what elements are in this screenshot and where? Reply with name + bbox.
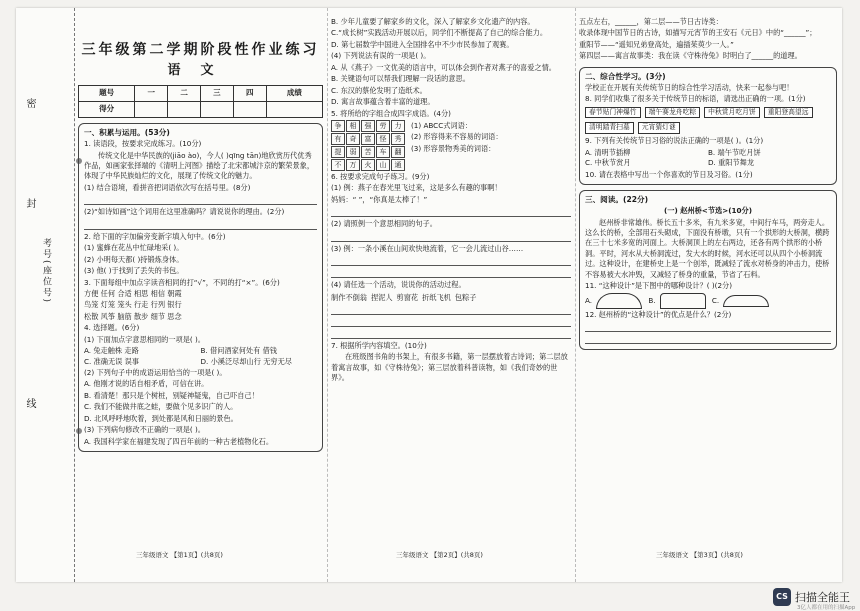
slogan-card[interactable]: 清明踏青扫墓 (585, 122, 634, 134)
answer-line[interactable] (585, 334, 831, 344)
question-11-options (585, 293, 831, 309)
option[interactable]: C. (711, 295, 720, 305)
grid-cell: 山 (376, 159, 390, 171)
question-6-3: (3) 例：一条小溪在山间欢快地流着，它一会儿流过山谷…… (331, 243, 524, 253)
page-1 (78, 16, 323, 452)
reading-title: (一) 赵州桥<节选>(10分) (663, 206, 752, 216)
question-2: 2. 给下面的字加偏旁变新字填入句中。(6分) (84, 231, 226, 241)
slogan-card[interactable]: 春节贴门神爆竹 (585, 107, 641, 119)
question-4-options (84, 346, 317, 367)
character-grid (331, 120, 405, 171)
margin-label-1: 密 (24, 98, 35, 110)
page-footer: 三年级语文 【第3页】(共8页) (656, 551, 743, 559)
slogan-list (585, 107, 831, 135)
answer-line[interactable] (84, 220, 317, 230)
option[interactable]: A. 从《燕子》一文优美的语言中，可以体会到作者对燕子的喜爱之情。 (331, 62, 556, 72)
option[interactable]: A. 清明节插柳 (585, 147, 631, 157)
grid-cell: 苦 (361, 146, 375, 158)
option[interactable]: C. 我们不能做井底之蛙，要做个见多识广的人。 (84, 402, 238, 412)
question-3-row: 方便 任何 合适 相思 相信 朝霞 (84, 288, 182, 298)
question-5-item: (1) ABCC式词语： (411, 120, 472, 130)
slogan-card[interactable]: 端午赛龙舟吃粽 (645, 107, 701, 119)
question-9: 9. 下列有关传统节日习俗的说法正确的一项是( )。(1分) (585, 136, 764, 146)
grid-cell: 翻 (391, 146, 405, 158)
question-2-item: (2) 小明每天都( )持锻炼身体。 (84, 254, 184, 264)
score-cell[interactable] (233, 102, 266, 118)
slogan-card[interactable]: 重阳登高望远 (764, 107, 813, 119)
page-footer: 三年级语文 【第2页】(共8页) (396, 551, 483, 559)
option[interactable]: B. (648, 295, 656, 305)
section-intro: 学校正在开展有关传统节日的综合性学习活动，快来一起参与吧！ (585, 82, 794, 92)
camscanner-logo-icon: CS (773, 588, 791, 606)
option[interactable]: B. 借问酒家何处有 借钱 (200, 346, 277, 356)
question-4: 4. 选择题。(6分) (84, 323, 140, 333)
question-2-item: (1) 蜜蜂在花丛中忙碌地采( )。 (84, 243, 184, 253)
option[interactable]: A. 兔走触株 走路 (84, 346, 139, 356)
score-cell[interactable] (168, 102, 201, 118)
question-10: 10. 请在表格中写出一个你喜欢的节日及习俗。(1分) (585, 169, 753, 179)
question-9-options (585, 148, 831, 169)
margin-label-2: 封 (24, 198, 35, 210)
page-divider (327, 8, 328, 582)
grid-cell: 万 (346, 159, 360, 171)
activity-choice[interactable]: 剪窗花 (396, 292, 419, 302)
grid-cell: 争 (331, 120, 345, 132)
fill-line[interactable]: 第四层——寓言故事类：我在读《守株待兔》时明白了______的道理。 (579, 51, 802, 61)
score-cell[interactable] (200, 102, 233, 118)
answer-line[interactable] (331, 256, 571, 266)
grid-cell: 通 (391, 159, 405, 171)
answer-line[interactable] (84, 195, 317, 205)
question-4-4: (4) 下列说法有误的一项是( )。 (331, 51, 431, 61)
question-6: 6. 按要求完成句子练习。(9分) (331, 171, 430, 181)
grid-cell: 力 (391, 120, 405, 132)
option[interactable]: D. 第七届数学中国进入全国排名中不少市民参加了观赛。 (331, 39, 514, 49)
margin-side-label: 考号(座位号) (41, 238, 51, 305)
page-3 (579, 16, 837, 350)
option[interactable]: A. 他刚才说的话自相矛盾，可信在讲。 (84, 379, 209, 389)
option[interactable]: B. 少年儿童要了解家乡的文化，深入了解家乡文化遗产的内容。 (331, 17, 535, 26)
fill-line[interactable]: 重阳节——“遥知兄弟登高处，遍插茱萸少一人。” (579, 39, 734, 49)
activity-choice[interactable]: 包粽子 (454, 292, 477, 302)
question-1-1: (1) 结合语境，看拼音把词语依次写在括号里。(8分) (84, 182, 251, 192)
question-12: 12. 赵州桥的“这种设计”的优点是什么？(2分) (585, 309, 732, 319)
score-cell[interactable] (135, 102, 168, 118)
passage: 传统文化是中华民族的(jiāo ào)，今人( )qīng tān)地欣赏历代优秀作品，如画家张择端的《清明上河图》描绘了北宋都城汴京的繁荣景象，体现了中华民族灿烂的文化，展现了传统文化的魅力。 (84, 150, 315, 181)
reading-text: 赵州桥非常雄伟。桥长五十多米，有九米多宽，中间行车马，两旁走人。这么长的桥，全部用石头砌成，下面没有桥墩，只有一个拱形的大桥洞，横跨在三十七米多宽的河面上。大桥洞顶上的左右两边，还各有两个拱形的小桥洞。平时，河水从大桥洞流过，发大水的时候，河水还可以从四个小桥洞流过。这种设计，在建桥史上是一个创举，既减轻了流水对桥身的冲击力，使桥不容易被大水冲毁，又减轻了桥身的重量，节省了石料。 (585, 217, 830, 279)
answer-line[interactable] (331, 232, 571, 242)
grid-cell: 有 (331, 133, 345, 145)
scanner-watermark (773, 588, 856, 611)
grid-cell: 富 (361, 133, 375, 145)
option[interactable]: A. (585, 295, 593, 305)
scanner-subtitle: 3亿人都在用的扫描App (797, 605, 856, 611)
answer-line[interactable] (585, 322, 831, 332)
page-footer: 三年级语文 【第1页】(共8页) (136, 551, 223, 559)
question-6-1-hint: 妈妈：“ ”，“你真是太棒了！” (331, 194, 428, 204)
section-1-box (78, 123, 323, 452)
score-header-cell: 四 (233, 86, 266, 102)
question-3-row: 鸟笼 灯笼 笼头 行走 行列 银行 (84, 300, 182, 310)
fill-line[interactable]: 五点左右，______，第二层——节日古诗类： (579, 17, 723, 26)
answer-line[interactable] (331, 207, 571, 217)
scanner-name: 扫描全能王 (795, 591, 850, 604)
activity-choices (331, 293, 571, 303)
page-2 (331, 16, 571, 385)
section-3-box (579, 190, 837, 350)
option[interactable]: B. 端午节吃月饼 (708, 147, 761, 157)
score-header-cell: 一 (135, 86, 168, 102)
fill-line[interactable]: 收录体现中国节日的古诗，如描写元宵节的王安石《元日》中的“______”； (579, 28, 817, 38)
score-header-cell: 三 (200, 86, 233, 102)
option[interactable]: B. 看清楚！那只是个树桩，别疑神疑鬼，自己吓自己！ (84, 390, 259, 400)
grid-cell: 劳 (376, 120, 390, 132)
grid-cell: 强 (361, 120, 375, 132)
grid-cell: 奇 (346, 133, 360, 145)
question-5-item: (3) 形容景物秀美的词语： (411, 143, 496, 153)
bridge-c-icon (723, 295, 769, 307)
question-3-row: 松散 风筝 脑筋 散步 细节 思念 (84, 311, 182, 321)
grid-cell: 秀 (391, 133, 405, 145)
binding-margin (16, 8, 75, 582)
exam-subject: 语文 (167, 63, 234, 79)
grid-cell: 提 (331, 146, 345, 158)
option[interactable]: D. 北风呼呼地吹着，到处都是风和日丽的景色。 (84, 413, 238, 423)
grid-cell: 相 (346, 120, 360, 132)
question-5-item: (2) 形容得来不容易的词语： (411, 132, 503, 142)
score-cell[interactable] (266, 102, 322, 118)
exam-sheet (16, 8, 842, 582)
question-6-1: (1) 例：燕子在春光里飞过来，这是多么有趣的事啊！ (331, 183, 502, 193)
score-table (78, 85, 323, 118)
question-11: 11. “这种设计”是下图中的哪种设计？( )(2分) (585, 281, 733, 291)
question-6-2: (2) 请照例一个意思相同的句子。 (331, 219, 437, 229)
option[interactable]: A. 我国科学家在福建发现了四百年前的一种古老植物化石。 (84, 436, 274, 446)
score-row-label: 得分 (79, 102, 135, 118)
question-4-1: (1) 下面加点字意思相同的一项是( )。 (84, 334, 205, 344)
score-header-cell: 二 (168, 86, 201, 102)
margin-label-3: 线 (24, 398, 35, 410)
answer-line[interactable] (331, 329, 571, 339)
question-1: 1. 读语段，按要求完成练习。(10分) (84, 139, 202, 149)
section-heading: 三、阅读。(22分) (585, 195, 649, 205)
section-heading: 二、综合性学习。(3分) (585, 71, 666, 81)
option[interactable]: C. 东汉的蔡伦发明了造纸术。 (331, 85, 427, 95)
activity-choice[interactable]: 折纸飞机 (422, 292, 451, 302)
exam-title: 三年级第二学期阶段性作业练习 (81, 42, 320, 58)
score-header-cell: 题号 (79, 86, 135, 102)
option[interactable]: D. 重阳节舞龙 (708, 158, 755, 168)
question-7: 7. 根据所学内容填空。(10分) (331, 341, 427, 350)
bridge-b-icon (660, 293, 706, 309)
option[interactable]: C. 准确无误 误事 (84, 356, 139, 366)
section-heading: 一、积累与运用。(53分) (84, 128, 170, 138)
option[interactable]: D. 寓言故事蕴含着丰富的道理。 (331, 97, 435, 107)
activity-choice[interactable]: 捏泥人 (370, 292, 393, 302)
answer-line[interactable] (331, 317, 571, 327)
grid-cell: 怪 (376, 133, 390, 145)
grid-cell: 车 (376, 146, 390, 158)
question-5: 5. 将所给的字组合成四字成语。(4分) (331, 108, 451, 118)
question-1-2: (2)“如诗如画”这个词用在这里准确吗？请说说你的理由。(2分) (84, 207, 285, 217)
option[interactable]: C. 中秋节赏月 (585, 158, 631, 168)
grid-cell: 火 (361, 159, 375, 171)
slogan-card[interactable]: 元宵猜灯谜 (638, 122, 680, 134)
question-4-2: (2) 下列句子中的成语运用恰当的一项是( )。 (84, 368, 227, 378)
page-divider (575, 8, 576, 582)
answer-line[interactable] (331, 305, 571, 315)
question-8: 8. 同学们收集了很多关于传统节日的标语，请选出正确的一项。(1分) (585, 94, 806, 104)
bridge-a-icon (596, 293, 642, 309)
activity-choice[interactable]: 制作不倒翁 (331, 292, 367, 302)
question-7-text: 在班级图书角的书架上，有很多书籍，第一层摆放着古诗词；第二层放着寓言故事，如《守株待兔》；第三层放着科普读物，如《我们奇妙的世界》。 (331, 352, 568, 383)
grid-cell: 弱 (346, 146, 360, 158)
question-6-4: (4) 请任选一个活动，说说你的活动过程。 (331, 280, 466, 290)
option[interactable]: B. 关键语句可以帮我们理解一段话的意思。 (331, 74, 470, 84)
option[interactable]: C.“成长树”实践活动开展以后，同学们不断提高了自己的综合能力。 (331, 28, 548, 38)
slogan-card[interactable]: 中秋赏月吃月饼 (704, 107, 760, 119)
answer-line[interactable] (331, 268, 571, 278)
grid-cell: 不 (331, 159, 345, 171)
question-3: 3. 下面每组中加点字读音相同的打“√”，不同的打“×”。(6分) (84, 277, 280, 287)
option[interactable]: D. 小溪泛尽却山行 无穷无尽 (200, 356, 292, 366)
section-2-box (579, 67, 837, 185)
score-header-cell: 成绩 (266, 86, 322, 102)
question-4-3: (3) 下列病句修改不正确的一项是( )。 (84, 425, 205, 435)
question-2-item: (3) 他( )于找到了丢失的书包。 (84, 266, 184, 276)
